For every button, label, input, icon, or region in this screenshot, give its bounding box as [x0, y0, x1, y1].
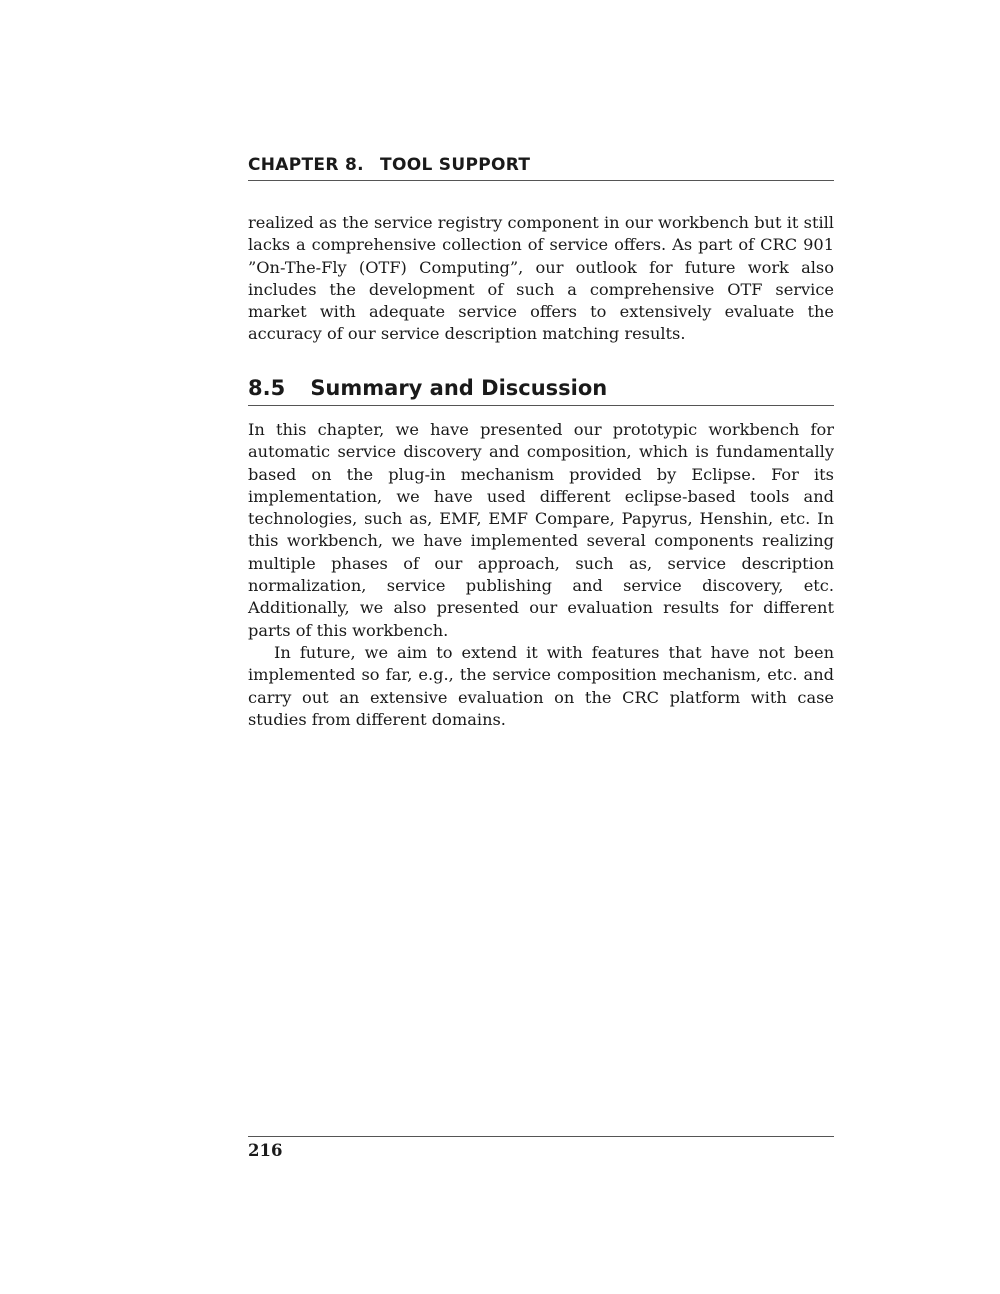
running-header — [248, 152, 834, 181]
paragraph: In this chapter, we have presented our prototypic workbench for automatic service discovery and composition, which is fundamentally based on the plug-in mechanism provided by Eclipse. For its implementation, we have used different eclipse-based tools and technologies, such as, EMF, EMF Compare, Papyrus, Henshin, etc. In this workbench, we have implemented several components realizing multiple phases of our approach, such as, service description normalization, service publishing and service discovery, etc. Additionally, we also presented our evaluation results for different parts of this workbench. — [248, 420, 834, 640]
section-number: 8.5 — [248, 376, 286, 400]
paragraph: In future, we aim to extend it with features that have not been implemented so far, e.g., the service composition mechanism, etc. and carry out an extensive evaluation on the CRC platform with case studies from different domains. — [248, 642, 834, 729]
paragraph: realized as the service registry component in our workbench but it still lacks a comprehensive collection of service offers. As part of CRC 901 ”On-The-Fly (OTF) Computing”, our outlook for future work also includes the development of such a comprehensive OTF service market with adequate service offers to extensively evaluate the accuracy of our service description matching results. — [248, 213, 834, 344]
section-heading — [248, 373, 834, 406]
section-title: Summary and Discussion — [310, 376, 608, 400]
chapter-title: TOOL SUPPORT — [380, 155, 531, 175]
page-footer — [248, 1136, 834, 1162]
body-paragraph-continued — [248, 212, 834, 346]
summary-section-body — [248, 419, 834, 731]
page-number: 216 — [248, 1141, 283, 1160]
chapter-label: CHAPTER 8. — [248, 155, 364, 175]
